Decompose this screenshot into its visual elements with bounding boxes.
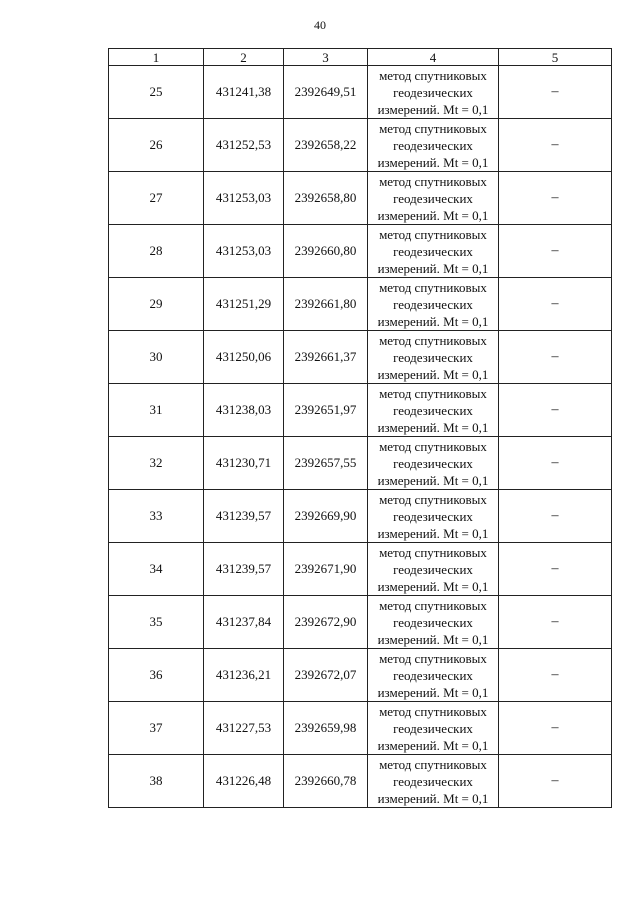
- method-line-1: метод спутниковых: [379, 332, 487, 348]
- table-body: [109, 66, 612, 808]
- method-line-2: геодезических: [393, 190, 473, 206]
- table-row: [109, 755, 612, 808]
- coordinate-y: 2392658,80: [284, 172, 368, 225]
- method-description: [368, 490, 499, 543]
- method-line-1: метод спутниковых: [379, 544, 487, 560]
- coordinates-table: [108, 48, 612, 808]
- method-description: [368, 331, 499, 384]
- empty-value-dash: –: [499, 225, 612, 278]
- column-header-5: 5: [499, 49, 612, 66]
- empty-value-dash: –: [499, 331, 612, 384]
- method-line-2: геодезических: [393, 508, 473, 524]
- coordinate-y: 2392661,37: [284, 331, 368, 384]
- point-number: 26: [109, 119, 204, 172]
- method-line-2: геодезических: [393, 402, 473, 418]
- column-header-3: 3: [284, 49, 368, 66]
- empty-value-dash: –: [499, 384, 612, 437]
- empty-value-dash: –: [499, 490, 612, 543]
- coordinate-y: 2392669,90: [284, 490, 368, 543]
- coordinate-x: 431253,03: [204, 225, 284, 278]
- point-number: 32: [109, 437, 204, 490]
- coordinate-y: 2392660,80: [284, 225, 368, 278]
- method-line-1: метод спутниковых: [379, 438, 487, 454]
- method-description: [368, 702, 499, 755]
- header-row: [109, 49, 612, 66]
- table-row: [109, 702, 612, 755]
- method-description: [368, 437, 499, 490]
- coordinate-x: 431251,29: [204, 278, 284, 331]
- method-description: [368, 596, 499, 649]
- method-line-3: измерений. Mt = 0,1: [377, 313, 489, 329]
- empty-value-dash: –: [499, 66, 612, 119]
- method-line-3: измерений. Mt = 0,1: [377, 684, 489, 700]
- table-row: [109, 649, 612, 702]
- table-row: [109, 172, 612, 225]
- table-row: [109, 119, 612, 172]
- method-description: [368, 278, 499, 331]
- coordinate-y: 2392661,80: [284, 278, 368, 331]
- method-description: [368, 384, 499, 437]
- method-line-3: измерений. Mt = 0,1: [377, 737, 489, 753]
- coordinate-x: 431241,38: [204, 66, 284, 119]
- method-line-1: метод спутниковых: [379, 597, 487, 613]
- empty-value-dash: –: [499, 755, 612, 808]
- method-line-1: метод спутниковых: [379, 173, 487, 189]
- table-row: [109, 543, 612, 596]
- method-description: [368, 543, 499, 596]
- coordinate-x: 431253,03: [204, 172, 284, 225]
- point-number: 31: [109, 384, 204, 437]
- point-number: 28: [109, 225, 204, 278]
- method-line-2: геодезических: [393, 720, 473, 736]
- point-number: 36: [109, 649, 204, 702]
- method-line-1: метод спутниковых: [379, 650, 487, 666]
- method-line-3: измерений. Mt = 0,1: [377, 260, 489, 276]
- method-line-2: геодезических: [393, 667, 473, 683]
- table-row: [109, 596, 612, 649]
- method-line-1: метод спутниковых: [379, 279, 487, 295]
- method-line-2: геодезических: [393, 349, 473, 365]
- method-line-1: метод спутниковых: [379, 756, 487, 772]
- coordinate-x: 431237,84: [204, 596, 284, 649]
- method-line-1: метод спутниковых: [379, 120, 487, 136]
- empty-value-dash: –: [499, 596, 612, 649]
- point-number: 34: [109, 543, 204, 596]
- coordinate-x: 431250,06: [204, 331, 284, 384]
- method-line-2: геодезических: [393, 243, 473, 259]
- column-header-4: 4: [368, 49, 499, 66]
- coordinate-x: 431236,21: [204, 649, 284, 702]
- method-line-2: геодезических: [393, 773, 473, 789]
- coordinate-x: 431226,48: [204, 755, 284, 808]
- table-row: [109, 437, 612, 490]
- method-line-2: геодезических: [393, 84, 473, 100]
- point-number: 35: [109, 596, 204, 649]
- method-line-3: измерений. Mt = 0,1: [377, 525, 489, 541]
- empty-value-dash: –: [499, 278, 612, 331]
- coordinate-x: 431239,57: [204, 490, 284, 543]
- point-number: 37: [109, 702, 204, 755]
- method-line-3: измерений. Mt = 0,1: [377, 790, 489, 806]
- method-line-1: метод спутниковых: [379, 703, 487, 719]
- empty-value-dash: –: [499, 119, 612, 172]
- method-line-3: измерений. Mt = 0,1: [377, 578, 489, 594]
- coordinate-x: 431238,03: [204, 384, 284, 437]
- method-line-3: измерений. Mt = 0,1: [377, 472, 489, 488]
- point-number: 30: [109, 331, 204, 384]
- point-number: 27: [109, 172, 204, 225]
- method-description: [368, 225, 499, 278]
- method-line-3: измерений. Mt = 0,1: [377, 366, 489, 382]
- method-line-1: метод спутниковых: [379, 385, 487, 401]
- method-line-3: измерений. Mt = 0,1: [377, 207, 489, 223]
- table-row: [109, 331, 612, 384]
- method-line-3: измерений. Mt = 0,1: [377, 631, 489, 647]
- table-row: [109, 66, 612, 119]
- coordinate-x: 431239,57: [204, 543, 284, 596]
- method-line-1: метод спутниковых: [379, 226, 487, 242]
- point-number: 25: [109, 66, 204, 119]
- method-description: [368, 119, 499, 172]
- point-number: 38: [109, 755, 204, 808]
- point-number: 29: [109, 278, 204, 331]
- method-line-2: геодезических: [393, 614, 473, 630]
- coordinate-y: 2392659,98: [284, 702, 368, 755]
- table-row: [109, 278, 612, 331]
- coordinate-x: 431227,53: [204, 702, 284, 755]
- method-description: [368, 755, 499, 808]
- coordinate-y: 2392658,22: [284, 119, 368, 172]
- point-number: 33: [109, 490, 204, 543]
- table-row: [109, 490, 612, 543]
- empty-value-dash: –: [499, 172, 612, 225]
- empty-value-dash: –: [499, 543, 612, 596]
- method-description: [368, 649, 499, 702]
- coordinate-y: 2392672,90: [284, 596, 368, 649]
- empty-value-dash: –: [499, 437, 612, 490]
- empty-value-dash: –: [499, 649, 612, 702]
- coordinate-x: 431252,53: [204, 119, 284, 172]
- method-line-3: измерений. Mt = 0,1: [377, 101, 489, 117]
- method-line-3: измерений. Mt = 0,1: [377, 419, 489, 435]
- method-line-2: геодезических: [393, 296, 473, 312]
- coordinate-y: 2392671,90: [284, 543, 368, 596]
- method-line-2: геодезических: [393, 137, 473, 153]
- table-header: [109, 49, 612, 66]
- method-line-1: метод спутниковых: [379, 67, 487, 83]
- coordinate-y: 2392657,55: [284, 437, 368, 490]
- table-row: [109, 225, 612, 278]
- coordinate-y: 2392660,78: [284, 755, 368, 808]
- column-header-1: 1: [109, 49, 204, 66]
- method-line-3: измерений. Mt = 0,1: [377, 154, 489, 170]
- method-line-1: метод спутниковых: [379, 491, 487, 507]
- coordinate-y: 2392651,97: [284, 384, 368, 437]
- column-header-2: 2: [204, 49, 284, 66]
- empty-value-dash: –: [499, 702, 612, 755]
- method-description: [368, 172, 499, 225]
- coordinate-x: 431230,71: [204, 437, 284, 490]
- coordinate-y: 2392649,51: [284, 66, 368, 119]
- method-line-2: геодезических: [393, 561, 473, 577]
- page-number: 40: [314, 18, 326, 32]
- coordinate-y: 2392672,07: [284, 649, 368, 702]
- method-description: [368, 66, 499, 119]
- table-row: [109, 384, 612, 437]
- method-line-2: геодезических: [393, 455, 473, 471]
